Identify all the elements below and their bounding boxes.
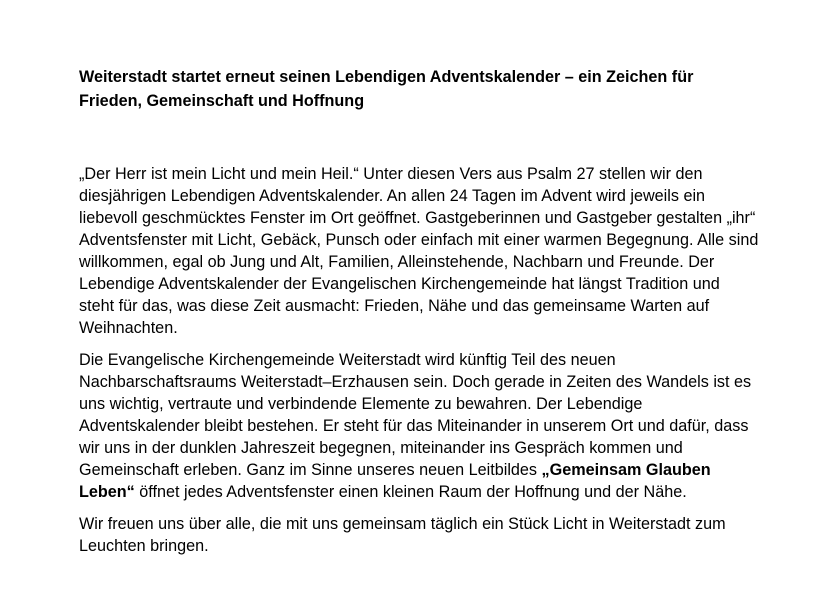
document-body: [79, 163, 759, 557]
document-title: Weiterstadt startet erneut seinen Lebendigen Adventskalender – ein Zeichen für Frieden, Gemeinschaft und Hoffnung: [79, 68, 694, 110]
paragraph-2: [79, 349, 759, 503]
paragraph-1: „Der Herr ist mein Licht und mein Heil.“ Unter diesen Vers aus Psalm 27 stellen wir den diesjährigen Lebendigen Adventskalender. An allen 24 Tagen im Advent wird jeweils ein liebevoll geschmücktes Fenster im Ort geöffnet. Gastgeberinnen und Gastgeber gestalten „ihr“ Adventsfenster mit Licht, Gebäck, Punsch oder einfach mit einer warmen Begegnung. Alle sind willkommen, egal ob Jung und Alt, Familien, Alleinstehende, Nachbarn und Freunde. Der Lebendige Adventskalender der Evangelischen Kirchengemeinde hat längst Tradition und steht für das, was diese Zeit ausmacht: Frieden, Nähe und das gemeinsame Warten auf Weihnachten.: [79, 165, 759, 337]
paragraph-2-text-start: Die Evangelische Kirchengemeinde Weiterstadt wird künftig Teil des neuen Nachbarschaftsraums Weiterstadt–Erzhausen sein. Doch gerade in Zeiten des Wandels ist es uns wichtig, vertraute und verbindende Elemente zu bewahren. Der Lebendige Adventskalender bleibt bestehen. Er steht für das Miteinander in unserem Ort und dafür, dass wir uns in der dunklen Jahreszeit begegnen, miteinander ins Gespräch kommen und Gemeinschaft erleben. Ganz im Sinne unseres neuen Leitbildes: [79, 351, 752, 479]
document-page: [79, 65, 759, 567]
paragraph-2-text-end: öffnet jedes Adventsfenster einen kleinen Raum der Hoffnung und der Nähe.: [134, 483, 687, 501]
paragraph-3: Wir freuen uns über alle, die mit uns gemeinsam täglich ein Stück Licht in Weiterstadt zum Leuchten bringen.: [79, 515, 726, 555]
paragraph-2-motto: „Gemeinsam Glauben Leben“: [79, 461, 711, 501]
